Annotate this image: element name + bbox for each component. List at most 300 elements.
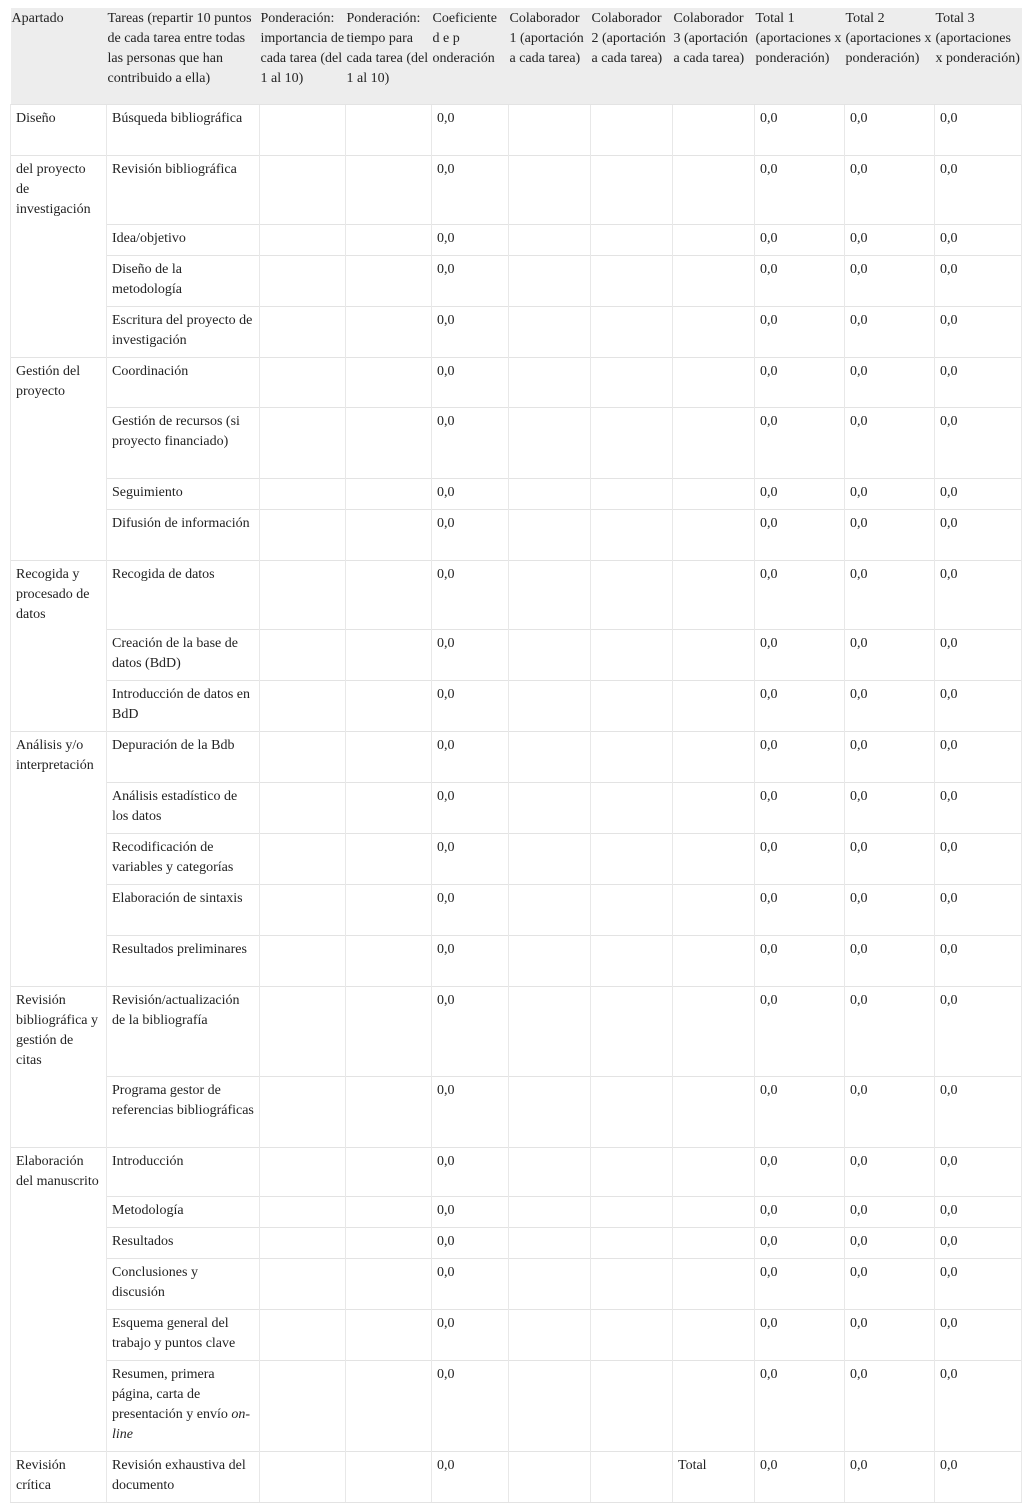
table-row bbox=[11, 307, 1022, 358]
importance-input-cell[interactable] bbox=[260, 560, 346, 630]
importance-input-cell[interactable] bbox=[260, 1310, 346, 1361]
total-2-cell: 0,0 bbox=[845, 560, 935, 630]
coefficient-cell: 0,0 bbox=[432, 1310, 509, 1361]
time-input-cell[interactable] bbox=[346, 783, 432, 834]
contribution-table bbox=[10, 8, 1022, 1503]
time-input-cell[interactable] bbox=[346, 1076, 432, 1147]
collaborator-1-input-cell[interactable] bbox=[509, 155, 591, 225]
coefficient-cell: 0,0 bbox=[432, 560, 509, 630]
table-row bbox=[11, 1361, 1022, 1452]
collaborator-3-input-cell[interactable] bbox=[673, 1147, 755, 1197]
collaborator-1-input-cell[interactable] bbox=[509, 1361, 591, 1452]
table-row bbox=[11, 1228, 1022, 1259]
collaborator-3-input-cell[interactable] bbox=[673, 834, 755, 885]
coefficient-cell: 0,0 bbox=[432, 1197, 509, 1228]
collaborator-3-input-cell[interactable] bbox=[673, 987, 755, 1077]
section-cell bbox=[11, 834, 107, 885]
coefficient-cell: 0,0 bbox=[432, 509, 509, 560]
total-2-cell: 0,0 bbox=[845, 1259, 935, 1310]
time-input-cell[interactable] bbox=[346, 1310, 432, 1361]
total-1-cell: 0,0 bbox=[755, 509, 845, 560]
total-3-cell: 0,0 bbox=[935, 104, 1022, 155]
total-2-cell: 0,0 bbox=[845, 478, 935, 509]
collaborator-1-input-cell[interactable] bbox=[509, 1310, 591, 1361]
coefficient-cell: 0,0 bbox=[432, 732, 509, 783]
collaborator-1-input-cell[interactable] bbox=[509, 1228, 591, 1259]
task-emphasis: on-line bbox=[112, 1407, 251, 1442]
collaborator-1-input-cell[interactable] bbox=[509, 1259, 591, 1310]
collaborator-3-input-cell[interactable] bbox=[673, 936, 755, 987]
section-cell bbox=[11, 478, 107, 509]
collaborator-3-input-cell[interactable] bbox=[673, 732, 755, 783]
task-cell: Seguimiento bbox=[107, 478, 260, 509]
total-1-cell: 0,0 bbox=[755, 407, 845, 478]
total-3-cell: 0,0 bbox=[935, 1228, 1022, 1259]
task-cell: Difusión de información bbox=[107, 509, 260, 560]
importance-input-cell[interactable] bbox=[260, 1361, 346, 1452]
time-input-cell[interactable] bbox=[346, 681, 432, 732]
total-2-cell: 0,0 bbox=[845, 155, 935, 225]
task-cell: Introducción de datos en BdD bbox=[107, 681, 260, 732]
importance-input-cell[interactable] bbox=[260, 478, 346, 509]
header-apartado: Apartado bbox=[11, 8, 107, 104]
time-input-cell[interactable] bbox=[346, 256, 432, 307]
header-tareas: Tareas (repartir 10 puntos de cada tarea entre todas las personas que han contribuido a ella) bbox=[107, 8, 260, 104]
total-3-cell: 0,0 bbox=[935, 1147, 1022, 1197]
section-cell bbox=[11, 1076, 107, 1147]
total-3-cell: 0,0 bbox=[935, 478, 1022, 509]
total-1-cell: 0,0 bbox=[755, 1076, 845, 1147]
importance-input-cell[interactable] bbox=[260, 358, 346, 408]
section-cell bbox=[11, 1228, 107, 1259]
total-2-cell: 0,0 bbox=[845, 104, 935, 155]
section-cell: Recogida y procesado de datos bbox=[11, 560, 107, 630]
time-input-cell[interactable] bbox=[346, 560, 432, 630]
collaborator-1-input-cell[interactable] bbox=[509, 358, 591, 408]
total-1-cell: 0,0 bbox=[755, 936, 845, 987]
task-cell bbox=[107, 1361, 260, 1452]
collaborator-2-input-cell[interactable] bbox=[591, 987, 673, 1077]
time-input-cell[interactable] bbox=[346, 1361, 432, 1452]
collaborator-2-input-cell[interactable] bbox=[591, 1310, 673, 1361]
section-cell bbox=[11, 1259, 107, 1310]
total-1-cell: 0,0 bbox=[755, 358, 845, 408]
time-input-cell[interactable] bbox=[346, 936, 432, 987]
total-1-cell: 0,0 bbox=[755, 1197, 845, 1228]
collaborator-1-input-cell[interactable] bbox=[509, 1076, 591, 1147]
table-row bbox=[11, 1076, 1022, 1147]
total-3-cell: 0,0 bbox=[935, 885, 1022, 936]
table-row bbox=[11, 509, 1022, 560]
task-cell: Recogida de datos bbox=[107, 560, 260, 630]
total-2-cell: 0,0 bbox=[845, 1361, 935, 1452]
collaborator-3-input-cell[interactable] bbox=[673, 225, 755, 256]
importance-input-cell[interactable] bbox=[260, 630, 346, 681]
total-1-cell: 0,0 bbox=[755, 1228, 845, 1259]
collaborator-3-input-cell[interactable] bbox=[673, 1259, 755, 1310]
collaborator-2-input-cell[interactable] bbox=[591, 1259, 673, 1310]
task-cell: Escritura del proyecto de investigación bbox=[107, 307, 260, 358]
collaborator-2-input-cell[interactable] bbox=[591, 681, 673, 732]
total-1-cell: 0,0 bbox=[755, 104, 845, 155]
collaborator-2-input-cell[interactable] bbox=[591, 407, 673, 478]
time-input-cell[interactable] bbox=[346, 1452, 432, 1503]
task-cell: Resultados bbox=[107, 1228, 260, 1259]
coefficient-cell: 0,0 bbox=[432, 1147, 509, 1197]
time-input-cell[interactable] bbox=[346, 1228, 432, 1259]
total-1-cell: 0,0 bbox=[755, 307, 845, 358]
coefficient-cell: 0,0 bbox=[432, 104, 509, 155]
collaborator-2-input-cell[interactable] bbox=[591, 630, 673, 681]
collaborator-3-input-cell[interactable]: Total bbox=[673, 1452, 755, 1503]
total-1-cell: 0,0 bbox=[755, 732, 845, 783]
task-cell: Creación de la base de datos (BdD) bbox=[107, 630, 260, 681]
collaborator-2-input-cell[interactable] bbox=[591, 885, 673, 936]
total-2-cell: 0,0 bbox=[845, 783, 935, 834]
table-row bbox=[11, 1452, 1022, 1503]
total-2-cell: 0,0 bbox=[845, 885, 935, 936]
total-3-cell: 0,0 bbox=[935, 783, 1022, 834]
table-row bbox=[11, 885, 1022, 936]
table-row bbox=[11, 1147, 1022, 1197]
collaborator-1-input-cell[interactable] bbox=[509, 104, 591, 155]
section-cell bbox=[11, 885, 107, 936]
total-1-cell: 0,0 bbox=[755, 1452, 845, 1503]
total-2-cell: 0,0 bbox=[845, 681, 935, 732]
total-3-cell: 0,0 bbox=[935, 407, 1022, 478]
total-3-cell: 0,0 bbox=[935, 936, 1022, 987]
section-cell bbox=[11, 407, 107, 478]
importance-input-cell[interactable] bbox=[260, 155, 346, 225]
total-2-cell: 0,0 bbox=[845, 307, 935, 358]
coefficient-cell: 0,0 bbox=[432, 1259, 509, 1310]
total-1-cell: 0,0 bbox=[755, 155, 845, 225]
total-2-cell: 0,0 bbox=[845, 936, 935, 987]
total-1-cell: 0,0 bbox=[755, 1259, 845, 1310]
time-input-cell[interactable] bbox=[346, 155, 432, 225]
time-input-cell[interactable] bbox=[346, 885, 432, 936]
task-cell: Revisión bibliográfica bbox=[107, 155, 260, 225]
collaborator-1-input-cell[interactable] bbox=[509, 256, 591, 307]
collaborator-2-input-cell[interactable] bbox=[591, 1147, 673, 1197]
total-1-cell: 0,0 bbox=[755, 225, 845, 256]
collaborator-3-input-cell[interactable] bbox=[673, 1197, 755, 1228]
header-total-1: Total 1 (aportaciones x ponderación) bbox=[755, 8, 845, 104]
collaborator-1-input-cell[interactable] bbox=[509, 936, 591, 987]
total-3-cell: 0,0 bbox=[935, 307, 1022, 358]
collaborator-2-input-cell[interactable] bbox=[591, 225, 673, 256]
collaborator-3-input-cell[interactable] bbox=[673, 1228, 755, 1259]
importance-input-cell[interactable] bbox=[260, 885, 346, 936]
section-cell bbox=[11, 936, 107, 987]
collaborator-3-input-cell[interactable] bbox=[673, 1310, 755, 1361]
collaborator-2-input-cell[interactable] bbox=[591, 1361, 673, 1452]
section-cell bbox=[11, 630, 107, 681]
header-colaborador-1: Colaborador 1 (aportación a cada tarea) bbox=[509, 8, 591, 104]
collaborator-2-input-cell[interactable] bbox=[591, 783, 673, 834]
time-input-cell[interactable] bbox=[346, 1197, 432, 1228]
importance-input-cell[interactable] bbox=[260, 1076, 346, 1147]
collaborator-3-input-cell[interactable] bbox=[673, 104, 755, 155]
header-total-2: Total 2 (aportaciones x ponderación) bbox=[845, 8, 935, 104]
importance-input-cell[interactable] bbox=[260, 407, 346, 478]
total-2-cell: 0,0 bbox=[845, 358, 935, 408]
task-cell: Idea/objetivo bbox=[107, 225, 260, 256]
section-cell bbox=[11, 1361, 107, 1452]
total-2-cell: 0,0 bbox=[845, 1228, 935, 1259]
task-cell: Diseño de la metodología bbox=[107, 256, 260, 307]
collaborator-3-input-cell[interactable] bbox=[673, 1076, 755, 1147]
section-cell: Elaboración del manuscrito bbox=[11, 1147, 107, 1197]
section-cell bbox=[11, 1310, 107, 1361]
total-2-cell: 0,0 bbox=[845, 509, 935, 560]
collaborator-3-input-cell[interactable] bbox=[673, 1361, 755, 1452]
header-colaborador-2: Colaborador 2 (aportación a cada tarea) bbox=[591, 8, 673, 104]
collaborator-2-input-cell[interactable] bbox=[591, 509, 673, 560]
time-input-cell[interactable] bbox=[346, 1259, 432, 1310]
importance-input-cell[interactable] bbox=[260, 1228, 346, 1259]
importance-input-cell[interactable] bbox=[260, 1452, 346, 1503]
section-cell: Análisis y/o interpretación bbox=[11, 732, 107, 783]
task-cell: Depuración de la Bdb bbox=[107, 732, 260, 783]
task-cell: Coordinación bbox=[107, 358, 260, 408]
time-input-cell[interactable] bbox=[346, 1147, 432, 1197]
section-cell: Gestión del proyecto bbox=[11, 358, 107, 408]
total-3-cell: 0,0 bbox=[935, 1259, 1022, 1310]
time-input-cell[interactable] bbox=[346, 307, 432, 358]
table-row bbox=[11, 630, 1022, 681]
collaborator-3-input-cell[interactable] bbox=[673, 560, 755, 630]
importance-input-cell[interactable] bbox=[260, 987, 346, 1077]
table-row bbox=[11, 104, 1022, 155]
collaborator-1-input-cell[interactable] bbox=[509, 560, 591, 630]
collaborator-1-input-cell[interactable] bbox=[509, 783, 591, 834]
time-input-cell[interactable] bbox=[346, 358, 432, 408]
collaborator-1-input-cell[interactable] bbox=[509, 1147, 591, 1197]
header-ponderacion-tiempo: Ponderación: tiempo para cada tarea (del 1 al 10) bbox=[346, 8, 432, 104]
table-row bbox=[11, 1197, 1022, 1228]
header-row bbox=[11, 8, 1022, 104]
table-row bbox=[11, 1259, 1022, 1310]
total-3-cell: 0,0 bbox=[935, 681, 1022, 732]
collaborator-3-input-cell[interactable] bbox=[673, 256, 755, 307]
section-cell bbox=[11, 225, 107, 256]
coefficient-cell: 0,0 bbox=[432, 1361, 509, 1452]
total-3-cell: 0,0 bbox=[935, 256, 1022, 307]
collaborator-3-input-cell[interactable] bbox=[673, 681, 755, 732]
task-cell: Esquema general del trabajo y puntos clave bbox=[107, 1310, 260, 1361]
importance-input-cell[interactable] bbox=[260, 783, 346, 834]
importance-input-cell[interactable] bbox=[260, 732, 346, 783]
total-1-cell: 0,0 bbox=[755, 783, 845, 834]
collaborator-2-input-cell[interactable] bbox=[591, 936, 673, 987]
coefficient-cell: 0,0 bbox=[432, 681, 509, 732]
total-1-cell: 0,0 bbox=[755, 681, 845, 732]
collaborator-3-input-cell[interactable] bbox=[673, 407, 755, 478]
collaborator-3-input-cell[interactable] bbox=[673, 478, 755, 509]
total-3-cell: 0,0 bbox=[935, 509, 1022, 560]
importance-input-cell[interactable] bbox=[260, 1259, 346, 1310]
collaborator-2-input-cell[interactable] bbox=[591, 104, 673, 155]
total-1-cell: 0,0 bbox=[755, 1310, 845, 1361]
collaborator-1-input-cell[interactable] bbox=[509, 1452, 591, 1503]
collaborator-1-input-cell[interactable] bbox=[509, 834, 591, 885]
table-row bbox=[11, 732, 1022, 783]
table-row bbox=[11, 407, 1022, 478]
collaborator-3-input-cell[interactable] bbox=[673, 509, 755, 560]
collaborator-2-input-cell[interactable] bbox=[591, 1197, 673, 1228]
coefficient-cell: 0,0 bbox=[432, 1228, 509, 1259]
total-2-cell: 0,0 bbox=[845, 225, 935, 256]
total-3-cell: 0,0 bbox=[935, 987, 1022, 1077]
section-cell bbox=[11, 307, 107, 358]
coefficient-cell: 0,0 bbox=[432, 155, 509, 225]
total-2-cell: 0,0 bbox=[845, 1197, 935, 1228]
collaborator-3-input-cell[interactable] bbox=[673, 783, 755, 834]
collaborator-1-input-cell[interactable] bbox=[509, 987, 591, 1077]
collaborator-3-input-cell[interactable] bbox=[673, 358, 755, 408]
total-1-cell: 0,0 bbox=[755, 478, 845, 509]
coefficient-cell: 0,0 bbox=[432, 256, 509, 307]
collaborator-2-input-cell[interactable] bbox=[591, 560, 673, 630]
time-input-cell[interactable] bbox=[346, 225, 432, 256]
table-row bbox=[11, 834, 1022, 885]
collaborator-1-input-cell[interactable] bbox=[509, 509, 591, 560]
task-cell: Resultados preliminares bbox=[107, 936, 260, 987]
collaborator-1-input-cell[interactable] bbox=[509, 478, 591, 509]
table-row bbox=[11, 783, 1022, 834]
collaborator-3-input-cell[interactable] bbox=[673, 307, 755, 358]
importance-input-cell[interactable] bbox=[260, 104, 346, 155]
task-cell: Programa gestor de referencias bibliográficas bbox=[107, 1076, 260, 1147]
table-row bbox=[11, 936, 1022, 987]
time-input-cell[interactable] bbox=[346, 834, 432, 885]
header-ponderacion-importancia: Ponderación: importancia de cada tarea (del 1 al 10) bbox=[260, 8, 346, 104]
collaborator-1-input-cell[interactable] bbox=[509, 307, 591, 358]
table-row bbox=[11, 560, 1022, 630]
collaborator-2-input-cell[interactable] bbox=[591, 1076, 673, 1147]
collaborator-1-input-cell[interactable] bbox=[509, 732, 591, 783]
total-1-cell: 0,0 bbox=[755, 630, 845, 681]
table-row bbox=[11, 225, 1022, 256]
total-3-cell: 0,0 bbox=[935, 358, 1022, 408]
coefficient-cell: 0,0 bbox=[432, 630, 509, 681]
coefficient-cell: 0,0 bbox=[432, 885, 509, 936]
importance-input-cell[interactable] bbox=[260, 936, 346, 987]
coefficient-cell: 0,0 bbox=[432, 936, 509, 987]
total-2-cell: 0,0 bbox=[845, 732, 935, 783]
collaborator-2-input-cell[interactable] bbox=[591, 307, 673, 358]
total-3-cell: 0,0 bbox=[935, 1197, 1022, 1228]
collaborator-2-input-cell[interactable] bbox=[591, 1228, 673, 1259]
collaborator-3-input-cell[interactable] bbox=[673, 155, 755, 225]
section-cell bbox=[11, 256, 107, 307]
time-input-cell[interactable] bbox=[346, 630, 432, 681]
importance-input-cell[interactable] bbox=[260, 1197, 346, 1228]
table-row bbox=[11, 256, 1022, 307]
table-body bbox=[11, 104, 1022, 1503]
coefficient-cell: 0,0 bbox=[432, 307, 509, 358]
header-total-3: Total 3 (aportaciones x ponderación) bbox=[935, 8, 1022, 104]
total-3-cell: 0,0 bbox=[935, 630, 1022, 681]
collaborator-1-input-cell[interactable] bbox=[509, 630, 591, 681]
contribution-table-page bbox=[10, 8, 1022, 1503]
time-input-cell[interactable] bbox=[346, 732, 432, 783]
importance-input-cell[interactable] bbox=[260, 509, 346, 560]
total-3-cell: 0,0 bbox=[935, 732, 1022, 783]
collaborator-2-input-cell[interactable] bbox=[591, 358, 673, 408]
importance-input-cell[interactable] bbox=[260, 834, 346, 885]
total-3-cell: 0,0 bbox=[935, 1310, 1022, 1361]
total-1-cell: 0,0 bbox=[755, 256, 845, 307]
importance-input-cell[interactable] bbox=[260, 681, 346, 732]
section-cell: Diseño bbox=[11, 104, 107, 155]
importance-input-cell[interactable] bbox=[260, 256, 346, 307]
collaborator-3-input-cell[interactable] bbox=[673, 885, 755, 936]
table-row bbox=[11, 358, 1022, 408]
total-1-cell: 0,0 bbox=[755, 1361, 845, 1452]
collaborator-1-input-cell[interactable] bbox=[509, 1197, 591, 1228]
importance-input-cell[interactable] bbox=[260, 1147, 346, 1197]
coefficient-cell: 0,0 bbox=[432, 225, 509, 256]
collaborator-2-input-cell[interactable] bbox=[591, 256, 673, 307]
coefficient-cell: 0,0 bbox=[432, 478, 509, 509]
total-3-cell: 0,0 bbox=[935, 1452, 1022, 1503]
collaborator-1-input-cell[interactable] bbox=[509, 681, 591, 732]
section-cell: del proyecto de investigación bbox=[11, 155, 107, 225]
task-cell: Búsqueda bibliográfica bbox=[107, 104, 260, 155]
collaborator-2-input-cell[interactable] bbox=[591, 834, 673, 885]
table-row bbox=[11, 681, 1022, 732]
collaborator-1-input-cell[interactable] bbox=[509, 225, 591, 256]
time-input-cell[interactable] bbox=[346, 987, 432, 1077]
table-row bbox=[11, 1310, 1022, 1361]
total-2-cell: 0,0 bbox=[845, 1452, 935, 1503]
importance-input-cell[interactable] bbox=[260, 225, 346, 256]
table-row bbox=[11, 155, 1022, 225]
collaborator-2-input-cell[interactable] bbox=[591, 478, 673, 509]
section-cell bbox=[11, 783, 107, 834]
collaborator-1-input-cell[interactable] bbox=[509, 885, 591, 936]
total-1-cell: 0,0 bbox=[755, 834, 845, 885]
time-input-cell[interactable] bbox=[346, 509, 432, 560]
total-3-cell: 0,0 bbox=[935, 834, 1022, 885]
total-2-cell: 0,0 bbox=[845, 1147, 935, 1197]
task-cell: Revisión/actualización de la bibliografía bbox=[107, 987, 260, 1077]
time-input-cell[interactable] bbox=[346, 407, 432, 478]
total-3-cell: 0,0 bbox=[935, 560, 1022, 630]
collaborator-3-input-cell[interactable] bbox=[673, 630, 755, 681]
task-cell: Introducción bbox=[107, 1147, 260, 1197]
collaborator-2-input-cell[interactable] bbox=[591, 732, 673, 783]
total-1-cell: 0,0 bbox=[755, 1147, 845, 1197]
total-3-cell: 0,0 bbox=[935, 1361, 1022, 1452]
coefficient-cell: 0,0 bbox=[432, 358, 509, 408]
collaborator-2-input-cell[interactable] bbox=[591, 155, 673, 225]
coefficient-cell: 0,0 bbox=[432, 407, 509, 478]
time-input-cell[interactable] bbox=[346, 104, 432, 155]
section-cell: Revisión crítica bbox=[11, 1452, 107, 1503]
collaborator-2-input-cell[interactable] bbox=[591, 1452, 673, 1503]
time-input-cell[interactable] bbox=[346, 478, 432, 509]
coefficient-cell: 0,0 bbox=[432, 783, 509, 834]
table-row bbox=[11, 478, 1022, 509]
total-3-cell: 0,0 bbox=[935, 225, 1022, 256]
task-cell: Conclusiones y discusión bbox=[107, 1259, 260, 1310]
section-cell bbox=[11, 509, 107, 560]
collaborator-1-input-cell[interactable] bbox=[509, 407, 591, 478]
importance-input-cell[interactable] bbox=[260, 307, 346, 358]
